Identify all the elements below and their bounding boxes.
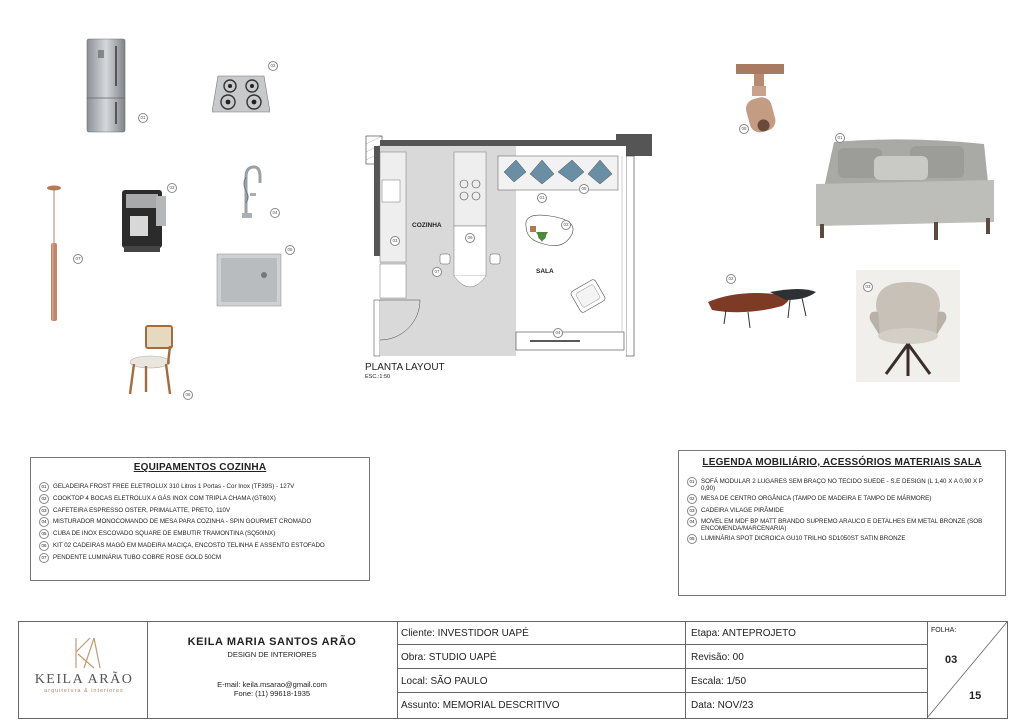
assunto-field: Assunto: MEMORIAL DESCRITIVO <box>401 700 560 711</box>
item-number: 05 <box>687 534 697 544</box>
cooktop-image <box>212 72 270 116</box>
list-item <box>39 483 361 492</box>
item-number-tag: 03 <box>167 183 177 193</box>
list-item <box>39 530 361 539</box>
item-text: MISTURADOR MONOCOMANDO DE MESA PARA COZINHA - SPIN GOURMET CROMADO <box>53 518 312 526</box>
legenda-panel <box>678 450 1006 596</box>
designer-email: E-mail: keila.msarao@gmail.com <box>217 680 327 689</box>
plan-scale: ESC.:1:50 <box>365 374 391 380</box>
equipamentos-title: EQUIPAMENTOS COZINHA <box>133 462 267 473</box>
sheet-number: 03 <box>945 654 958 666</box>
list-item <box>687 535 997 544</box>
coffee-table-image <box>706 282 818 330</box>
data-field: Data: NOV/23 <box>691 700 754 711</box>
plan-tag: 03 <box>390 236 400 246</box>
sheet-divider <box>927 622 1007 718</box>
logo-name: KEILA ARÃO <box>34 672 134 687</box>
designer-phone: Fone: (11) 99618-1935 <box>233 689 311 698</box>
item-number: 04 <box>687 517 697 527</box>
item-number-tag: 04 <box>270 208 280 218</box>
legenda-list <box>679 468 1005 544</box>
item-text: LUMINÁRIA SPOT DICROICA GU10 TRILHO SD1050ST SATIN BRONZE <box>701 535 906 543</box>
plan-tag: 07 <box>432 267 442 277</box>
floor-plan <box>360 132 656 358</box>
cliente-field: Cliente: INVESTIDOR UAPÉ <box>401 628 529 639</box>
item-text: CUBA DE INOX ESCOVADO SQUARE DE EMBUTIR TRAMONTINA (SQ50INX) <box>53 530 276 538</box>
equipamentos-panel <box>30 457 370 581</box>
item-number: 03 <box>687 506 697 516</box>
item-number: 06 <box>39 541 49 551</box>
item-number-tag: 07 <box>73 254 83 264</box>
list-item <box>39 518 361 527</box>
item-text: CADEIRA VILAGE PIRÂMIDE <box>701 506 784 514</box>
item-number: 03 <box>39 506 49 516</box>
logo-subtitle: arquitetura & interiores <box>44 688 124 694</box>
plan-tag: 05 <box>579 184 589 194</box>
list-item <box>687 507 997 516</box>
refrigerator-image <box>84 38 128 134</box>
plan-tag: 01 <box>537 193 547 203</box>
item-number-tag: 01 <box>835 133 845 143</box>
plan-tag: 02 <box>561 220 571 230</box>
list-item <box>39 495 361 504</box>
item-number: 07 <box>39 553 49 563</box>
chair-mago-image <box>126 324 178 396</box>
item-text: PENDENTE LUMINÁRIA TUBO COBRE ROSE GOLD 50CM <box>53 553 222 561</box>
item-text: MESA DE CENTRO ORGÂNICA (TAMPO DE MADEIRA E TAMPO DE MÁRMORE) <box>701 494 932 502</box>
faucet-image <box>236 163 264 219</box>
logo <box>29 634 139 712</box>
item-number: 02 <box>687 494 697 504</box>
title-block <box>18 621 1008 719</box>
plan-tag: 06 <box>465 233 475 243</box>
list-item <box>39 542 361 551</box>
item-number: 05 <box>39 529 49 539</box>
sofa-image <box>814 134 996 242</box>
item-number-tag: 02 <box>268 61 278 71</box>
obra-field: Obra: STUDIO UAPÉ <box>401 652 497 663</box>
revisao-field: Revisão: 00 <box>691 652 744 663</box>
item-text: COOKTOP 4 BOCAS ELETROLUX A GÁS INOX COM TRIPLA CHAMA (GT60X) <box>53 494 276 502</box>
logo-mark-icon <box>64 634 104 670</box>
designer-name: KEILA MARIA SANTOS ARÃO <box>187 636 357 648</box>
sink-image <box>216 253 282 307</box>
escala-field: Escala: 1/50 <box>691 676 747 687</box>
designer-role: DESIGN DE INTERIORES <box>227 650 317 659</box>
item-number-tag: 05 <box>285 245 295 255</box>
item-number-tag: 06 <box>183 390 193 400</box>
plan-tag: 04 <box>553 328 563 338</box>
item-text: SOFÁ MODULAR 2 LUGARES SEM BRAÇO NO TECIDO SUEDE - S.E DESIGN (L 1,40 X A 0,90 X P 0,90) <box>701 478 983 492</box>
item-text: GELADEIRA FROST FREE ELETROLUX 310 Litros 1 Portas - Cor Inox (TF39S) - 127V <box>53 483 295 490</box>
legenda-title: LEGENDA MOBILIÁRIO, ACESSÓRIOS MATERIAIS SALA <box>702 457 982 468</box>
item-number-tag: 05 <box>739 124 749 134</box>
plan-title: PLANTA LAYOUT <box>365 362 445 373</box>
equipamentos-list <box>31 473 369 563</box>
item-number: 01 <box>687 477 697 487</box>
item-number-tag: 01 <box>138 113 148 123</box>
list-item <box>687 495 997 504</box>
coffee-machine-image <box>120 186 170 256</box>
list-item <box>39 554 361 563</box>
list-item <box>687 478 997 492</box>
item-number-tag: 03 <box>863 282 873 292</box>
item-text: CAFETEIRA ESPRESSO OSTER, PRIMALATTE, PRETO, 110V <box>53 506 231 514</box>
pendant-lamp-image <box>44 183 64 323</box>
plan-label-sala: SALA <box>536 268 554 275</box>
plan-label-cozinha: COZINHA <box>412 222 442 229</box>
item-number: 02 <box>39 494 49 504</box>
item-number: 04 <box>39 517 49 527</box>
item-text: KIT 02 CADEIRAS MAGÓ EM MADEIRA MACIÇA, ENCOSTO TELINHA E ASSENTO ESTOFADO <box>53 541 325 549</box>
item-number: 01 <box>39 482 49 492</box>
etapa-field: Etapa: ANTEPROJETO <box>691 628 796 639</box>
sheet-total: 15 <box>969 690 982 702</box>
list-item <box>39 507 361 516</box>
folha-label: FOLHA: <box>931 627 957 634</box>
item-text: MOVEL EM MDF BP MATT BRANDO SUPREMO ARAUCO E DETALHES EM METAL BRONZE (SOB ENCOMENDA/MARCENARIA) <box>701 518 983 533</box>
local-field: Local: SÃO PAULO <box>401 676 488 687</box>
item-number-tag: 02 <box>726 274 736 284</box>
list-item <box>687 518 997 532</box>
